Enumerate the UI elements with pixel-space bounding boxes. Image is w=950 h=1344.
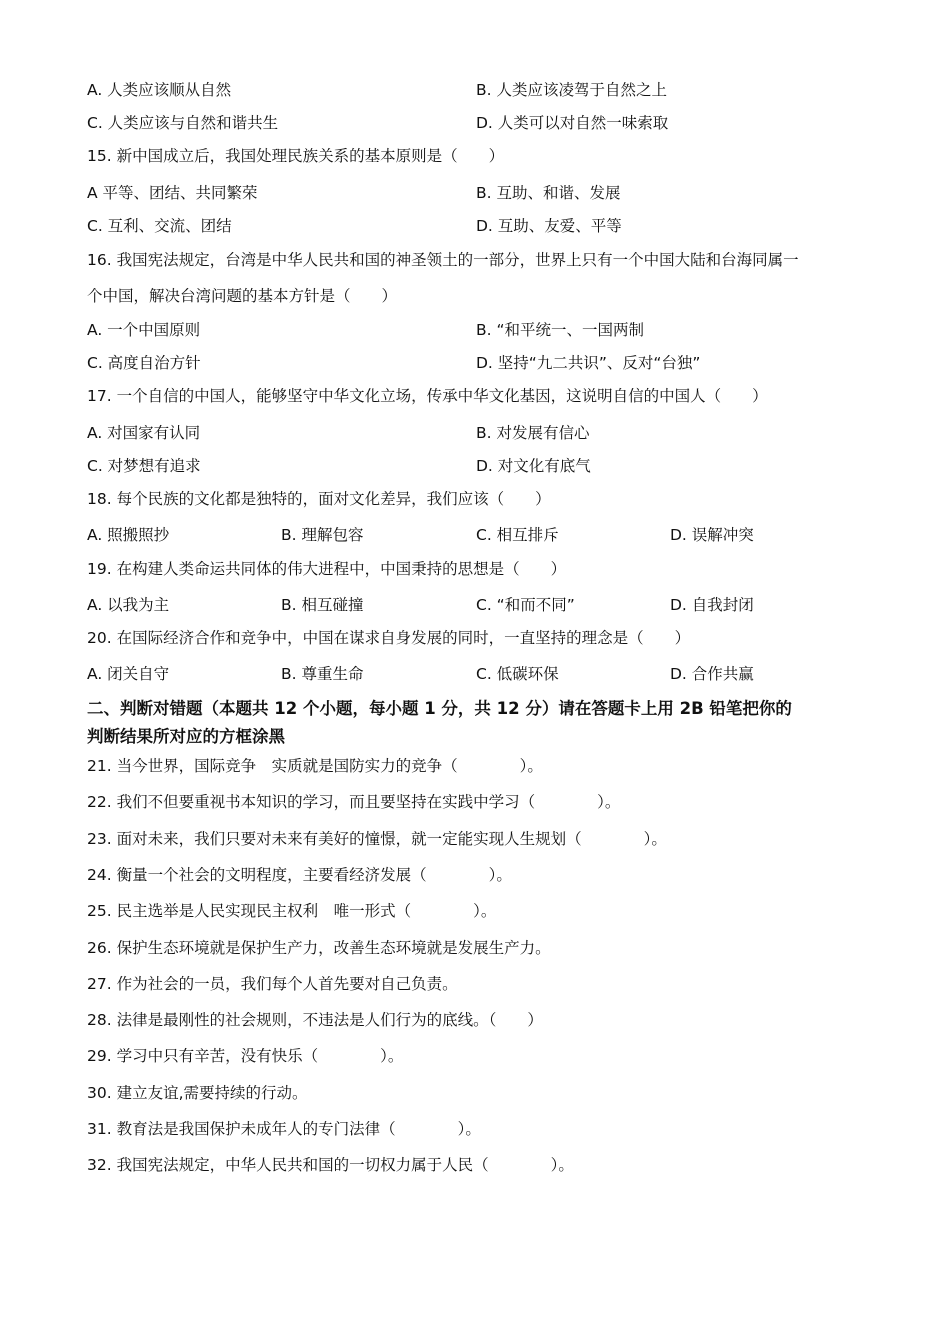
- q16-option-b: B. “和平统一、一国两制: [476, 321, 645, 339]
- q19-option-d: D. 自我封闭: [670, 596, 754, 614]
- judgment-24: 24. 衡量一个社会的文明程度，主要看经济发展（ ）。: [87, 866, 512, 884]
- judgment-31: 31. 教育法是我国保护未成年人的专门法律（ ）。: [87, 1120, 481, 1138]
- q16-option-c: C. 高度自治方针: [87, 354, 201, 372]
- q15-option-b: B. 互助、和谐、发展: [476, 184, 621, 202]
- q20-option-b: B. 尊重生命: [281, 665, 364, 683]
- q15-option-d: D. 互助、友爱、平等: [476, 217, 622, 235]
- q15-option-c: C. 互利、交流、团结: [87, 217, 232, 235]
- judgment-30: 30. 建立友谊,需要持续的行动。: [87, 1084, 308, 1102]
- section2-heading-line2: 判断结果所对应的方框涂黑: [87, 727, 285, 746]
- q20-option-c: C. 低碳环保: [476, 665, 559, 683]
- q16-option-d: D. 坚持“九二共识”、反对“台独”: [476, 354, 701, 372]
- q14-option-b: B. 人类应该凌驾于自然之上: [476, 81, 667, 99]
- q18-stem: 18. 每个民族的文化都是独特的，面对文化差异，我们应该（ ）: [87, 490, 551, 508]
- q17-option-a: A. 对国家有认同: [87, 424, 201, 442]
- q19-option-b: B. 相互碰撞: [281, 596, 364, 614]
- q20-stem: 20. 在国际经济合作和竞争中，中国在谋求自身发展的同时，一直坚持的理念是（ ）: [87, 629, 691, 647]
- judgment-21: 21. 当今世界，国际竞争 实质就是国防实力的竞争（ ）。: [87, 757, 543, 775]
- section2-heading-line1: 二、判断对错题（本题共 12 个小题，每小题 1 分，共 12 分）请在答题卡上用 2B 铅笔把你的: [87, 699, 792, 718]
- judgment-23: 23. 面对未来，我们只要对未来有美好的憧憬，就一定能实现人生规划（ ）。: [87, 830, 667, 848]
- q15-stem: 15. 新中国成立后，我国处理民族关系的基本原则是（ ）: [87, 147, 505, 165]
- q16-stem-line1: 16. 我国宪法规定，台湾是中华人民共和国的神圣领土的一部分，世界上只有一个中国大陆和台海同属一: [87, 251, 799, 269]
- q18-option-a: A. 照搬照抄: [87, 526, 170, 544]
- q14-option-c: C. 人类应该与自然和谐共生: [87, 114, 279, 132]
- q17-option-d: D. 对文化有底气: [476, 457, 591, 475]
- q20-option-d: D. 合作共赢: [670, 665, 754, 683]
- judgment-32: 32. 我国宪法规定，中华人民共和国的一切权力属于人民（ ）。: [87, 1156, 574, 1174]
- q17-option-b: B. 对发展有信心: [476, 424, 590, 442]
- q16-stem-line2: 个中国，解决台湾问题的基本方针是（ ）: [87, 287, 398, 305]
- q20-option-a: A. 闭关自守: [87, 665, 170, 683]
- judgment-26: 26. 保护生态环境就是保护生产力，改善生态环境就是发展生产力。: [87, 939, 551, 957]
- q18-option-c: C. 相互排斥: [476, 526, 559, 544]
- q14-option-a: A. 人类应该顺从自然: [87, 81, 232, 99]
- judgment-28: 28. 法律是最刚性的社会规则，不违法是人们行为的底线。（ ）: [87, 1011, 543, 1029]
- judgment-25: 25. 民主选举是人民实现民主权利 唯一形式（ ）。: [87, 902, 497, 920]
- q18-option-d: D. 误解冲突: [670, 526, 754, 544]
- judgment-29: 29. 学习中只有辛苦，没有快乐（ ）。: [87, 1047, 404, 1065]
- q19-stem: 19. 在构建人类命运共同体的伟大进程中，中国秉持的思想是（ ）: [87, 560, 567, 578]
- q17-option-c: C. 对梦想有追求: [87, 457, 201, 475]
- q14-option-d: D. 人类可以对自然一味索取: [476, 114, 669, 132]
- judgment-22: 22. 我们不但要重视书本知识的学习，而且要坚持在实践中学习（ ）。: [87, 793, 621, 811]
- q19-option-c: C. “和而不同”: [476, 596, 575, 614]
- q19-option-a: A. 以我为主: [87, 596, 170, 614]
- q18-option-b: B. 理解包容: [281, 526, 364, 544]
- judgment-27: 27. 作为社会的一员，我们每个人首先要对自己负责。: [87, 975, 458, 993]
- q17-stem: 17. 一个自信的中国人，能够坚守中华文化立场，传承中华文化基因，这说明自信的中国人（ ）: [87, 387, 768, 405]
- q16-option-a: A. 一个中国原则: [87, 321, 201, 339]
- q15-option-a: A 平等、团结、共同繁荣: [87, 184, 258, 202]
